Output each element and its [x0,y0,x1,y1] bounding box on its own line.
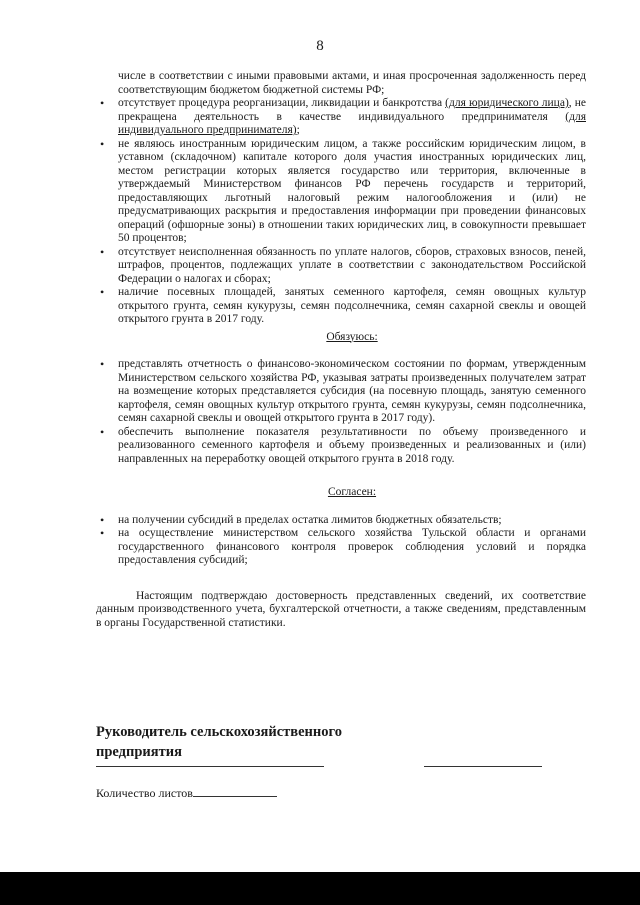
consent-heading: Согласен: [327,486,377,498]
document-body [96,70,586,642]
list-item: • не являюсь иностранным юридическим лицом, а также российским юридическим лицом, в уставном (складочном) капитале которого доля участия иностранных юридических лиц, местом регистрации которых является государство или территория, включенные в утверждаемый Министерством финансов РФ перечень государств и территорий, предоставляющих льготный налоговый режим налогообложения и (или) не предусматривающих раскрытия и предоставления информации при проведении финансовых операций (офшорные зоны) в отношении таких юридических лиц, в совокупности превышает 50 процентов; [100,136,586,244]
obligations-heading: Обязуюсь: [326,330,378,343]
scan-edge [0,872,640,905]
name-line [424,766,542,767]
signature-line [96,766,324,767]
status-list [96,97,586,327]
list-item: • отсутствует процедура реорганизации, ликвидации и банкротства (для юридического лица), не прекращена деятельность в качестве индивидуального предпринимателя (для индивидуального предпринимателя); [100,96,587,136]
signatory-title: Руководитель сельскохозяйственного предприятия [96,724,342,760]
confirmation-paragraph: Настоящим подтверждаю достоверность представленных сведений, их соответствие данным производственного учета, бухгалтерской отчетности, а также сведениям, представленным в органы Государственной статистики. [96,589,586,629]
bullet-icon: • [100,357,105,371]
sheets-count-field [193,786,277,797]
page-number: 8 [316,38,324,54]
bullet-icon: • [100,285,105,299]
list-item: • обеспечить выполнение показателя результативности по объему произведенного и реализованного семенного картофеля и объему произведенных и реализованных и (или) направленных на переработку овощей открытого грунта в 2018 году. [100,424,586,465]
bullet-icon: • [100,424,105,439]
bullet-icon: • [100,96,105,110]
sheets-count: Количество листов [96,786,277,801]
list-item: • наличие посевных площадей, занятых семенного картофеля, семян овощных культур открытого грунта, семян кукурузы, семян подсолнечника, семян сахарной свеклы и овощей открытого грунта в 2017 году. [100,285,586,325]
list-item: • на осуществление министерством сельского хозяйства Тульской области и органами государственного финансового контроля проверок соблюдения условий и порядка предоставления субсидий; [100,526,586,566]
list-item: • отсутствует неисполненная обязанность по уплате налогов, сборов, страховых взносов, пеней, штрафов, процентов, подлежащих уплате в соответствии с законодательством Российской Федерации о налогах и сборах; [100,244,586,285]
bullet-icon: • [100,512,105,527]
list-item: • на получении субсидий в пределах остатка лимитов бюджетных обязательств; [100,512,502,527]
bullet-icon: • [100,136,105,151]
bullet-icon: • [100,244,105,259]
legal-entity-note: (для юридического лица) [445,97,569,109]
list-item: • представлять отчетность о финансово-экономическом состоянии по формам, утвержденным Министерством сельского хозяйства РФ, указывая затраты произведенных получателем затрат на возмещение которых представляется субсидия (на посевную площадь, занятую семенного картофеля, семян овощных культур открытого грунта, семян кукурузы, семян подсолнечника, семян сахарной свеклы и овощей открытого грунта в 2017 году). [100,357,586,424]
obligations-list [96,358,586,466]
entrepreneur-note: (для индивидуального предпринимателя) [118,110,586,136]
intro-continuation: числе в соответствии с иными правовыми актами, и иная просроченная задолженность перед соответствующим бюджетом бюджетной системы РФ; [118,70,586,96]
consent-list [96,514,586,568]
bullet-icon: • [100,526,105,540]
